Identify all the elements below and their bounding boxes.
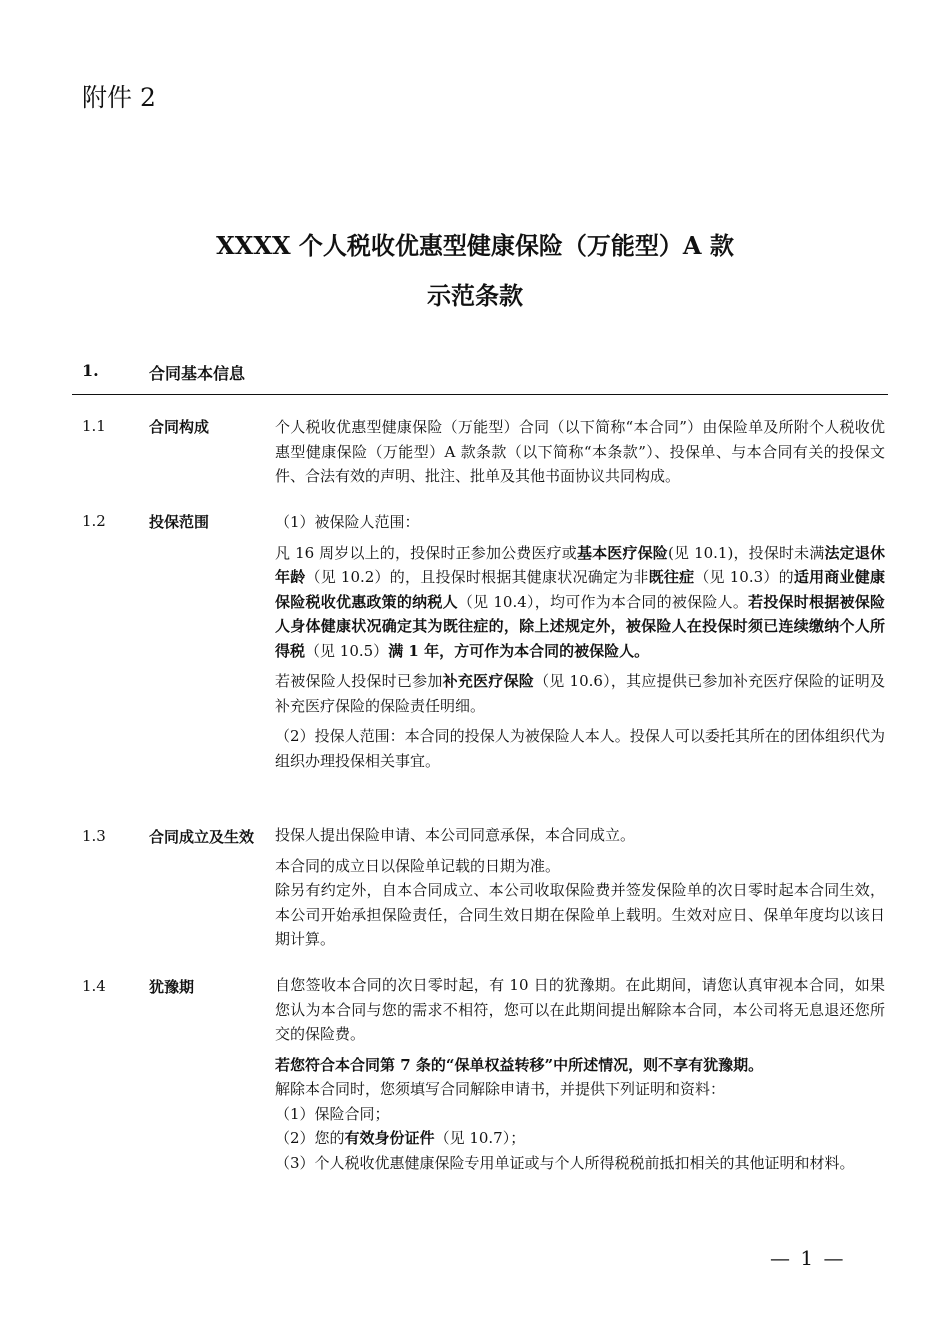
clause-number: 1.2 (82, 512, 106, 530)
section-title: 合同基本信息 (149, 364, 246, 383)
clause-paragraph: 本合同的成立日以保险单记载的日期为准。 (275, 856, 561, 875)
term-supplementary-insurance: 补充医疗保险 (442, 672, 535, 690)
clause-paragraph: 若被保险人投保时已参加补充医疗保险（见 10.6），其应提供已参加补充医疗保险的证明及补充医疗保险的保险责任明细。 (275, 672, 885, 715)
clause-title: 合同构成 (149, 418, 210, 436)
clause-title: 犹豫期 (149, 978, 195, 996)
clause-body-coverage-scope (275, 510, 885, 779)
clause-paragraph: 若您符合本合同第 7 条的“保单权益转移”中所述情况，则不享有犹豫期。 (275, 1055, 764, 1074)
clause-paragraph: 除另有约定外，自本合同成立、本公司收取保险费并签发保险单的次日零时起本合同生效，本公司开始承担保险责任，合同生效日期在保险单上载明。生效对应日、保单年度均以该日期计算。 (275, 881, 885, 948)
clause-paragraph: （2）投保人范围：本合同的投保人为被保险人本人。投保人可以委托其所在的团体组织代为组织办理投保相关事宜。 (275, 727, 885, 770)
page-number: — 1 — (770, 1246, 846, 1270)
clause-number: 1.3 (82, 827, 106, 845)
term-taxpayer: 适用商业健康保险税收优惠政策的纳税人 (275, 568, 885, 611)
section-number: 1. (82, 361, 99, 380)
clause-paragraph: 投保人提出保险申请、本公司同意承保，本合同成立。 (275, 826, 636, 844)
clause-paragraph: 自您签收本合同的次日零时起，有 10 日的犹豫期。在此期间，请您认真审视本合同，如果您认为本合同与您的需求不相符，您可以在此期间提出解除本合同，本公司将无息退还您所交的保险费。 (275, 976, 885, 1043)
clause-paragraph: （1）被保险人范围： (275, 513, 420, 531)
clause-paragraph: 解除本合同时，您须填写合同解除申请书，并提供下列证明和资料： (275, 1080, 726, 1098)
clause-title: 合同成立及生效 (149, 828, 255, 846)
term-pre-existing: 既往症 (648, 568, 695, 586)
clause-body-cooling-off (275, 973, 885, 1175)
clause-paragraph: （1）保险合同； (275, 1104, 390, 1123)
clause-paragraph: （2）您的有效身份证件（见 10.7）； (275, 1129, 526, 1147)
clause-paragraph: 个人税收优惠型健康保险（万能型）合同（以下简称“本合同”）由保险单及所附个人税收优惠型健康保险（万能型）A 款条款（以下简称“本条款”）、投保单、与本合同有关的投保文件、合法有效的声明、批注、批单及其他书面协议共同构成。 (275, 418, 885, 485)
clause-paragraph: （3）个人税收优惠健康保险专用单证或与个人所得税税前抵扣相关的其他证明和材料。 (275, 1153, 855, 1172)
clause-number: 1.4 (82, 977, 106, 995)
term-valid-id: 有效身份证件 (344, 1129, 435, 1147)
document-subtitle: 示范条款 (427, 281, 523, 310)
clause-title: 投保范围 (149, 513, 210, 531)
clause-body-formation-effect (275, 823, 885, 958)
clause-number: 1.1 (82, 417, 106, 435)
term-basic-medical-insurance: 基本医疗保险 (576, 543, 668, 562)
term-retirement-age: 法定退休年龄 (275, 543, 885, 586)
clause-body-contract-composition (275, 415, 885, 495)
section-divider (72, 394, 888, 395)
annex-label: 附件 2 (82, 83, 156, 112)
document-title: XXXX 个人税收优惠型健康保险（万能型）A 款 (216, 231, 734, 260)
clause-paragraph: 凡 16 周岁以上的，投保时正参加公费医疗或基本医疗保险(见 10.1)，投保时未满法定退休年龄（见 10.2）的，且投保时根据其健康状况确定为非既往症（见 10.3）的适用商业健康保险税收优惠政策的纳税人（见 10.4），均可作为本合同的被保险人。若投保时根据被保险人身体健康状况确定其为既往症的，除上述规定外，被保险人在投保时须已连续缴纳个人所得税（见 10.5）满 1 年，方可作为本合同的被保险人。 (275, 543, 885, 660)
